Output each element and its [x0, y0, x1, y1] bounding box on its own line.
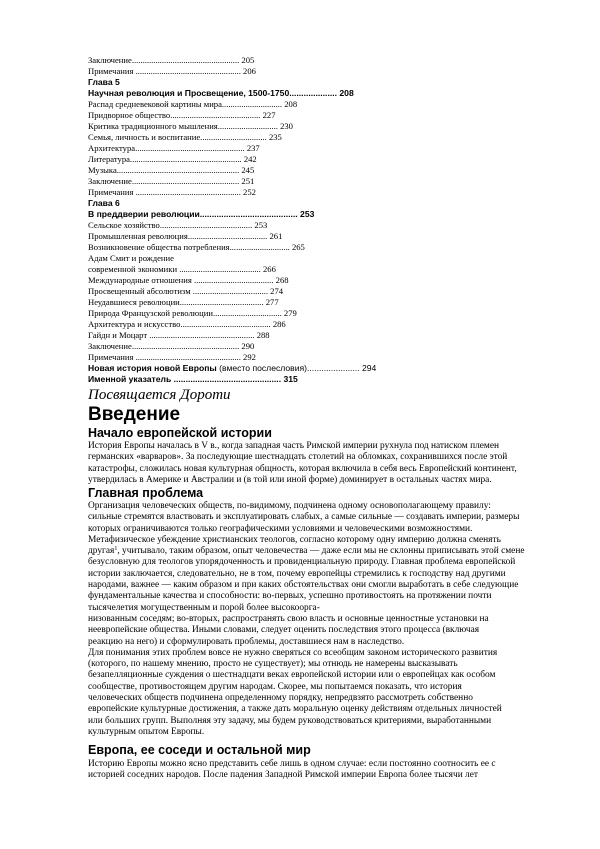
section-heading-main-problem: Главная проблема: [88, 486, 204, 500]
toc-page-number: 252: [243, 187, 256, 197]
toc-entry-text: Архитектура...................................................: [88, 143, 245, 153]
text-line: реакцию на него) и сформулировать проблемы, доставшиеся нам в наследство.: [88, 636, 405, 647]
toc-page-number: 277: [265, 297, 279, 307]
text-line: историей соседних народов. После падения Западной Римской империи Европа более тысячи лет: [88, 770, 478, 781]
toc-entry: [88, 220, 508, 231]
toc-entry: [88, 66, 508, 77]
footnote-anchor-text: другая$^1$, учитывало, таким образом, опыт человечества — даже если мы не склонны приписывать этой смене: [88, 546, 525, 557]
text-line: Историю Европы можно ясно представить себе лишь в одном случае: если постоянно соотносить ее с: [88, 759, 496, 769]
toc-page-number: 235: [268, 132, 282, 142]
text-line: Организация человеческих обществ, по-видимому, подчинена одному основополагающему правилу:: [88, 501, 491, 511]
toc-entry: [88, 286, 508, 297]
toc-chapter-label: [88, 198, 508, 209]
section-text-neighbors: [88, 759, 528, 782]
toc-entry: [88, 297, 508, 308]
toc-page-number: 253: [254, 220, 268, 230]
toc-page-number: 206: [243, 66, 256, 76]
toc-entry-text: Распад средневековой картины мира............................: [88, 99, 283, 109]
dedication: Посвящается Дороти: [88, 387, 231, 403]
text-line: истории заключается, следовательно, не в том, почему европейцы стремились к господству над другими: [88, 568, 506, 579]
toc-page-number: 253: [300, 209, 315, 219]
text-line: культурным опытом Европы.: [88, 726, 205, 737]
text-line: низованным соседям; во-вторых, распространять свою власть и основные ценностные установки на: [88, 613, 489, 624]
toc-entry: [88, 99, 508, 110]
toc-page-number: 268: [275, 275, 289, 285]
toc-page-number: 208: [339, 88, 354, 98]
toc-entry-text: Сельское хозяйство...........................................: [88, 220, 253, 230]
text-line: катастрофы, сложилась новая культурная общность, которая включила в себя весь Европейский континент,: [88, 463, 517, 474]
toc-page-number: 294: [361, 363, 377, 373]
toc-page-number: 227: [262, 110, 276, 120]
text-line: (которого, по нашему мнению, просто не существует); мы отнюдь не намерены высказывать: [88, 659, 458, 670]
toc-entry-text: Критика традиционного мышления............................: [88, 121, 278, 131]
toc-page-number: 261: [269, 231, 283, 241]
toc-entry: [88, 55, 508, 66]
text-line: безусловную для теологов упорядоченность и провиденциальную природу. Главная проблема европейской: [88, 557, 516, 568]
toc-entry-text: Возникновение общества потребления............................: [88, 242, 290, 252]
text-line: сообществе, противостоящем другим народам. Скорее, мы попытаемся показать, что история: [88, 681, 462, 692]
toc-entry-text: Природа Французской революции................................: [88, 308, 282, 318]
toc-entry: [88, 341, 508, 352]
toc-page-number: 315: [283, 374, 298, 384]
text-line: человеческих обществ подчинена определенному порядку, непредвзято рассмотреть собственно: [88, 693, 473, 704]
toc-entry-text: Адам Смит и рождение: [88, 253, 174, 263]
toc-entry: [88, 121, 508, 132]
toc-entry: [88, 253, 508, 264]
toc-entry: [88, 352, 508, 363]
toc-entry: [88, 165, 508, 176]
toc-page-number: 279: [283, 308, 297, 318]
text-line: сильные стремятся властвовать и эксплуатировать слабых, а самые сильные — создавать империи, размеры: [88, 512, 520, 523]
toc-entry-text: Заключение..................................................: [88, 341, 240, 351]
toc-entry: [88, 308, 508, 319]
toc-title-text: Глава 6: [88, 198, 120, 208]
toc-entry: [88, 187, 508, 198]
toc-chapter-title: [88, 374, 508, 385]
toc-page-number: 230: [280, 121, 293, 131]
section-text-beginning: [88, 441, 528, 486]
toc-page-number: 266: [263, 264, 276, 274]
text-line: История Европы началась в V в., когда западная часть Римской империи рухнула под натиском племен: [88, 441, 500, 451]
toc-page-number: 288: [256, 330, 270, 340]
text-line-with-footnote: [88, 546, 528, 557]
toc-entry: [88, 242, 508, 253]
toc-entry-text: Архитектура и искусство..........................................: [88, 319, 271, 329]
toc-chapter-title: [88, 209, 508, 220]
toc-entry-text: Примечания .................................................: [88, 66, 241, 76]
text-line: тысячелетия могущественным и порой более высокоорга-: [88, 602, 320, 613]
toc-entry: [88, 330, 508, 341]
toc-title-text: В преддверии революции.........................................: [88, 209, 298, 219]
toc-entry: [88, 264, 508, 275]
text-line: народами, важнее — каким образом и при каких обстоятельствах они смогли выработать в себе следующие: [88, 580, 519, 591]
toc-entry-text: Примечания .................................................: [88, 187, 241, 197]
text-line: неевропейские общества. Иными словами, следует оценить последствия этого процесса (включая: [88, 625, 480, 636]
text-line: Метафизическое убеждение христианских теологов, согласно которому одну империю должна сменять: [88, 534, 501, 545]
toc-chapter-title: [88, 88, 508, 99]
toc-entry: [88, 110, 508, 121]
section-heading-beginning: Начало европейской истории: [88, 426, 272, 440]
toc-entry-text: современной экономики ......................................: [88, 264, 261, 274]
toc-title-text: Глава 5: [88, 77, 120, 87]
toc-entry: [88, 275, 508, 286]
toc-page-number: 208: [284, 99, 298, 109]
page-title: Введение: [88, 404, 181, 425]
text-line: европейские культурные достижения, а также дать моральную оценку действиям отдельных личностей: [88, 704, 502, 715]
section-heading-neighbors: Европа, ее соседи и остальной мир: [88, 743, 311, 757]
text-line: фундаментальные качества и способности: во-первых, успешно противостоять на протяжении почти: [88, 591, 492, 602]
toc-page-number: 251: [241, 176, 255, 186]
toc-entry: [88, 132, 508, 143]
toc-chapter-label: [88, 77, 508, 88]
toc-entry-text: Придворное общество..........................................: [88, 110, 261, 120]
text-line: безапелляционные суждения о шестнадцати веках европейской истории или о европейцах как особом: [88, 670, 496, 681]
toc-entry-text: Неудавшиеся революции.......................................: [88, 297, 264, 307]
toc-entry-text: Промышленная революция.....................................: [88, 231, 268, 241]
toc-entry-text: Литература....................................................: [88, 154, 242, 164]
toc-title-text: Новая история новой Европы: [88, 363, 217, 373]
toc-page-number: 292: [243, 352, 256, 362]
toc-entry-text: Международные отношения .....................................: [88, 275, 274, 285]
toc-entry-text: Просвещенный абсолютизм ...................................: [88, 286, 268, 296]
toc-entry-text: Заключение..................................................: [88, 176, 240, 186]
text-line: или больших групп. Выполняя эту задачу, мы будем руководствоваться критериями, выработанными: [88, 715, 492, 726]
footnote-marker[interactable]: 1: [114, 546, 118, 553]
toc-page-number: 205: [241, 55, 255, 65]
toc-title-text: Именной указатель .............................................: [88, 374, 282, 384]
toc-entry: [88, 176, 508, 187]
toc-entry: [88, 231, 508, 242]
toc-entry-text: Музыка.........................................................: [88, 165, 240, 175]
toc-page-number: 274: [270, 286, 284, 296]
toc-afterword: [88, 363, 508, 374]
toc-entry-text: Гайдн и Моцарт .................................................: [88, 330, 255, 340]
toc-page-number: 245: [241, 165, 255, 175]
toc-entry: [88, 143, 508, 154]
toc-entry-text: Примечания .................................................: [88, 352, 241, 362]
toc-entry: [88, 154, 508, 165]
toc-title-text: Научная революция и Просвещение, 1500-1750....................: [88, 88, 337, 98]
toc-entry-text: Заключение..................................................: [88, 55, 240, 65]
toc-title-suffix: (вместо послесловия)......................: [216, 363, 360, 373]
toc-page-number: 265: [291, 242, 305, 252]
text-line: утвердилась в Америке и Австралии и (в той или иной форме) доминирует в остальных частях мира.: [88, 474, 492, 485]
toc-entry: [88, 319, 508, 330]
text-line: германских «варваров». За последующие шестнадцать столетий на обломках, сохранившихся после этой: [88, 452, 508, 463]
section-text-main-problem: [88, 501, 528, 738]
toc-page-number: 290: [241, 341, 255, 351]
toc-page-number: 286: [272, 319, 286, 329]
text-line: Для понимания этих проблем вовсе не нужно сверяться со всеобщим законом исторического развития: [88, 647, 498, 658]
toc-page-number: 242: [243, 154, 257, 164]
toc-entry-text: Семья, личность и воспитание...............................: [88, 132, 267, 142]
table-of-contents: [88, 55, 508, 385]
text-line: которых ограничиваются только географическими условиями и человеческими возможностями.: [88, 523, 473, 534]
toc-page-number: 237: [246, 143, 260, 153]
